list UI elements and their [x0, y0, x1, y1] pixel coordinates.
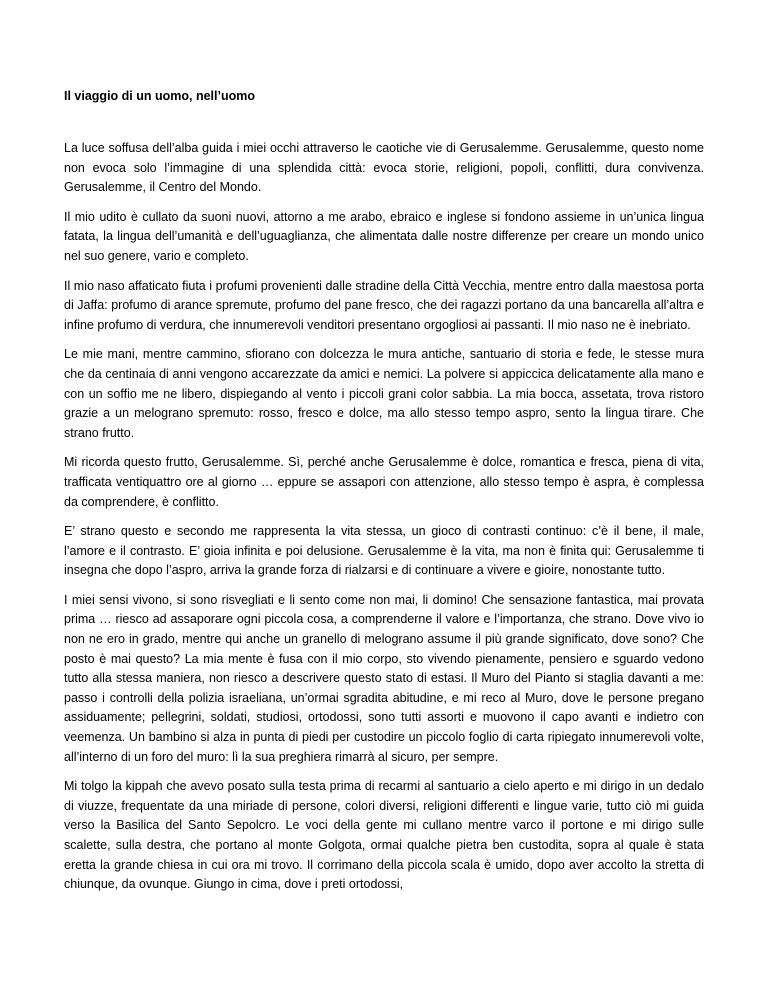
- document-title: Il viaggio di un uomo, nell’uomo: [64, 89, 255, 103]
- paragraph: Le mie mani, mentre cammino, sfiorano con dolcezza le mura antiche, santuario di storia e fede, le stesse mura che da centinaia di anni vengono accarezzate da amici e nemici. La polvere si appiccica delicatamente alla mano e con un soffio me ne libero, dispiegando al vento i piccoli grani color sabbia. La mia bocca, assetata, trova ristoro grazie a un melograno spremuto: rosso, fresco e dolce, ma allo stesso tempo aspro, sento la lingua tirare. Che strano frutto.: [64, 347, 704, 440]
- paragraph: Mi ricorda questo frutto, Gerusalemme. Sì, perché anche Gerusalemme è dolce, romantica e fresca, piena di vita, trafficata ventiquattro ore al giorno … eppure se assapori con attenzione, allo stesso tempo è aspra, è complessa da comprendere, è conflitto.: [64, 455, 704, 509]
- paragraph: Il mio naso affaticato fiuta i profumi provenienti dalle stradine della Città Vecchia, mentre entro dalla maestosa porta di Jaffa: profumo di arance spremute, profumo del pane fresco, che dei ragazzi portano da una bancarella all’altra e infine profumo di verdura, che innumerevoli venditori presentano orgogliosi ai passanti. Il mio naso ne è inebriato.: [64, 278, 704, 332]
- paragraph: E’ strano questo e secondo me rappresenta la vita stessa, un gioco di contrasti continuo: c’è il bene, il male, l’amore e il contrasto. E’ gioia infinita e poi delusione. Gerusalemme è la vita, ma non è finita qui: Gerusalemme ti insegna che dopo l’aspro, arriva la grande forza di rialzarsi e di continuare a vivere e gioire, nonostante tutto.: [64, 524, 704, 578]
- paragraph: Mi tolgo la kippah che avevo posato sulla testa prima di recarmi al santuario a cielo aperto e mi dirigo in un dedalo di viuzze, frequentate da una miriade di persone, colori diversi, religioni differenti e lingue varie, tutto ciò mi guida verso la Basilica del Santo Sepolcro. Le voci della gente mi cullano mentre varco il portone e mi dirigo sulle scalette, sulla destra, che portano al monte Golgota, ormai qualche pietra ben custodita, sopra al quale è stata eretta la grande chiesa in cui ora mi trovo. Il corrimano della piccola scala è umido, dopo aver accolto la stretta di chiunque, da ovunque. Giungo in cima, dove i preti ortodossi,: [64, 779, 704, 892]
- paragraph: La luce soffusa dell’alba guida i miei occhi attraverso le caotiche vie di Gerusalemme. Gerusalemme, questo nome non evoca solo l’immagine di una splendida città: evoca storie, religioni, popoli, conflitti, dura convivenza. Gerusalemme, il Centro del Mondo.: [64, 141, 704, 195]
- paragraph: Il mio udito è cullato da suoni nuovi, attorno a me arabo, ebraico e inglese si fondono assieme in un’unica lingua fatata, la lingua dell’umanità e dell’uguaglianza, che alimentata dalle nostre differenze per creare un mondo unico nel suo genere, vario e completo.: [64, 209, 704, 263]
- paragraph: I miei sensi vivono, si sono risvegliati e li sento come non mai, li domino! Che sensazione fantastica, mai provata prima … riesco ad assaporare ogni piccola cosa, a comprenderne il valore e l’importanza, che strano. Dove vivo io non ne ero in grado, mentre qui anche un granello di melograno assume il più grande significato, dove sono? Che posto è mai questo? La mia mente è fusa con il mio corpo, sto vivendo pienamente, pensiero e sguardo vedono tutto alla stessa maniera, non riesco a descrivere questo stato di estasi. Il Muro del Pianto si staglia davanti a me: passo i controlli della polizia israeliana, un’ormai sgradita abitudine, e mi reco al Muro, dove le persone pregano assiduamente; pellegrini, soldati, studiosi, ortodossi, sono tutti assorti e muovono il capo avanti e indietro con veemenza. Un bambino si alza in punta di piedi per custodire un piccolo foglio di carta ripiegato innumerevoli volte, all’interno di un foro del muro: lì la sua preghiera rimarrà al sicuro, per sempre.: [64, 592, 704, 764]
- document-body: [64, 139, 704, 905]
